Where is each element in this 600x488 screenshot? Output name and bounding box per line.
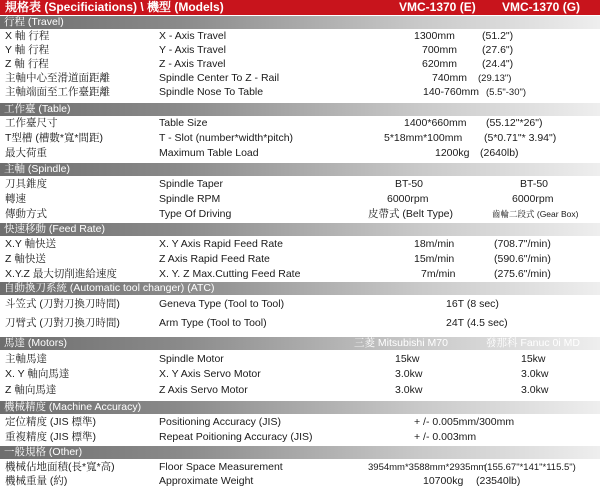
spec-label-zh: 機械重量 (約) [5,475,68,487]
spec-value: + /- 0.003mm [414,431,477,443]
model-e-heading: VMC-1370 (E) [399,0,476,14]
spec-label-en: X. Y. Z Max.Cutting Feed Rate [159,268,301,280]
motor-brand-e: 三菱 Mitsubishi M70 [354,337,448,349]
spec-row [0,72,600,85]
spec-label-en: Y - Axis Travel [159,44,226,56]
spec-label-zh: Y 軸 行程 [5,44,50,56]
spec-value-imperial: (27.6") [482,44,514,56]
spec-value-e: 皮帶式 (Belt Type) [368,208,453,220]
spec-label-zh: Z 軸快送 [5,253,46,265]
spec-row [0,461,600,474]
spec-row [0,317,600,330]
spec-value: 5*18mm*100mm [384,132,463,144]
spec-value-g: 6000rpm [512,193,554,205]
spec-value-g: 3.0kw [521,368,549,380]
spec-value: 18m/min [414,238,455,250]
spec-value: 3954mm*3588mm*2935mm [368,462,487,473]
spec-value-e: 3.0kw [395,368,423,380]
spec-value-g: 齒輪二段式 (Gear Box) [492,209,579,219]
spec-row [0,117,600,130]
spec-value-imperial: (2640lb) [480,147,519,159]
spec-label-en: Spindle RPM [159,193,221,205]
spec-value-imperial: (24.4") [482,58,514,70]
spec-row [0,86,600,99]
spec-label-zh: X.Y 軸快送 [5,238,57,250]
spec-value: 1200kg [435,147,470,159]
spec-value-imperial: (55.12"*26") [486,117,543,129]
spec-value: 620mm [422,58,458,70]
spec-row [0,44,600,57]
motor-brand-g: 發那科 Fanuc 0i MD [486,337,580,349]
spec-label-en: X. Y Axis Servo Motor [159,368,261,380]
spec-row [0,384,600,397]
spec-row [0,268,600,281]
spec-label-zh: 斗笠式 (刀對刀換刀時間) [5,298,120,310]
spec-row [0,238,600,251]
spec-value: 15m/min [414,253,455,265]
section-travel: 行程 (Travel) [0,16,600,29]
model-g-heading: VMC-1370 (G) [502,0,581,14]
spec-value-imperial: (5*0.71"* 3.94") [484,132,557,144]
spec-row [0,193,600,206]
section-motors [0,337,600,350]
spec-label-en: X - Axis Travel [159,30,227,42]
spec-value-e: BT-50 [395,178,424,190]
spec-label-zh: T型槽 (槽數*寬*間距) [5,132,103,144]
spec-value-imperial: (708.7"/min) [494,238,551,250]
spec-label-zh: X 軸 行程 [5,30,50,42]
spec-label-zh: Z 軸向馬達 [5,384,57,396]
spec-label-en: Spindle Center To Z - Rail [159,72,280,84]
spec-value: 10700kg [423,475,464,487]
spec-row [0,298,600,311]
spec-value-imperial: (5.5"-30") [486,87,527,98]
spec-row [0,178,600,191]
spec-value-g: 3.0kw [521,384,549,396]
spec-value: 7m/min [421,268,456,280]
spec-value-e: 6000rpm [387,193,429,205]
spec-row [0,58,600,71]
spec-label-zh: 定位精度 (JIS 標準) [5,416,96,428]
spec-value-imperial: (29.13") [478,73,512,84]
spec-label-zh: 最大荷重 [5,147,47,159]
spec-row [0,208,600,221]
spec-value-g: 15kw [521,353,546,365]
spec-label-zh: Z 軸 行程 [5,58,49,70]
section-feed-rate: 快速移動 (Feed Rate) [0,223,600,236]
spec-value: 24T (4.5 sec) [446,317,508,329]
spec-header [0,0,600,15]
spec-label-zh: 刀具錐度 [5,178,47,190]
spec-value-imperial: (275.6"/min) [494,268,551,280]
spec-value: 700mm [422,44,458,56]
section-other: 一般規格 (Other) [0,446,600,459]
section-atc: 自動換刀系統 (Automatic tool changer) (ATC) [0,282,600,295]
spec-label-en: Type Of Driving [159,208,232,220]
spec-value: 140-760mm [423,86,480,98]
spec-value: 16T (8 sec) [446,298,499,310]
spec-label-en: Geneva Type (Tool to Tool) [159,298,285,310]
spec-value: 1300mm [414,30,455,42]
spec-label-zh: X.Y.Z 最大切削進給速度 [5,268,117,280]
spec-label-zh: 機械佔地面積(長*寬*高) [5,461,115,473]
spec-label-en: Spindle Motor [159,353,224,365]
spec-row [0,132,600,145]
spec-label-en: Floor Space Measurement [159,461,283,473]
spec-label-en: Repeat Poitioning Accuracy (JIS) [159,431,313,443]
spec-value-e: 3.0kw [395,384,423,396]
spec-label-en: Z Axis Servo Motor [159,384,248,396]
section-spindle: 主軸 (Spindle) [0,163,600,176]
spec-value: 1400*660mm [404,117,467,129]
spec-label-en: Spindle Taper [159,178,224,190]
spec-label-en: Table Size [159,117,208,129]
spec-label-en: Maximum Table Load [159,147,259,159]
spec-label-zh: 主軸中心至滑道面距離 [5,72,110,84]
spec-value-imperial: (23540lb) [476,475,521,487]
spec-value: 740mm [432,72,468,84]
spec-label-zh: 重複精度 (JIS 標準) [5,431,96,443]
spec-label-en: Spindle Nose To Table [159,86,264,98]
spec-label-zh: 轉速 [5,193,26,205]
spec-row [0,431,600,444]
spec-label-en: T - Slot (number*width*pitch) [159,132,294,144]
spec-row [0,368,600,381]
spec-label-zh: 主軸馬達 [5,353,47,365]
spec-row [0,30,600,43]
page-title: 規格表 (Specificiations) \ 機型 (Models) [5,0,224,14]
spec-label-en: Z - Axis Travel [159,58,226,70]
section-table: 工作臺 (Table) [0,103,600,116]
spec-row [0,416,600,429]
spec-label-zh: 工作臺尺寸 [5,117,58,129]
spec-label-en: Arm Type (Tool to Tool) [159,317,267,329]
spec-label-zh: X. Y 軸向馬達 [5,368,70,380]
spec-row [0,147,600,160]
spec-row [0,353,600,366]
spec-label-zh: 傳動方式 [5,208,47,220]
spec-value-g: BT-50 [520,178,549,190]
section-motors-title: 馬達 (Motors) [4,337,67,349]
spec-label-en: Z Axis Rapid Feed Rate [159,253,270,265]
spec-value-imperial: (51.2") [482,30,514,42]
spec-label-en: Positioning Accuracy (JIS) [159,416,281,428]
spec-row [0,253,600,266]
spec-label-en: X. Y Axis Rapid Feed Rate [159,238,283,250]
spec-label-en: Approximate Weight [159,475,254,487]
spec-value: + /- 0.005mm/300mm [414,416,515,428]
spec-row [0,475,600,488]
spec-value-imperial: (155.67"*141"*115.5") [484,462,576,473]
spec-value-e: 15kw [395,353,420,365]
spec-label-zh: 刀臂式 (刀對刀換刀時間) [5,317,120,329]
spec-value-imperial: (590.6"/min) [494,253,551,265]
spec-label-zh: 主軸端面至工作臺距離 [5,86,110,98]
section-accuracy: 機械精度 (Machine Accuracy) [0,401,600,414]
